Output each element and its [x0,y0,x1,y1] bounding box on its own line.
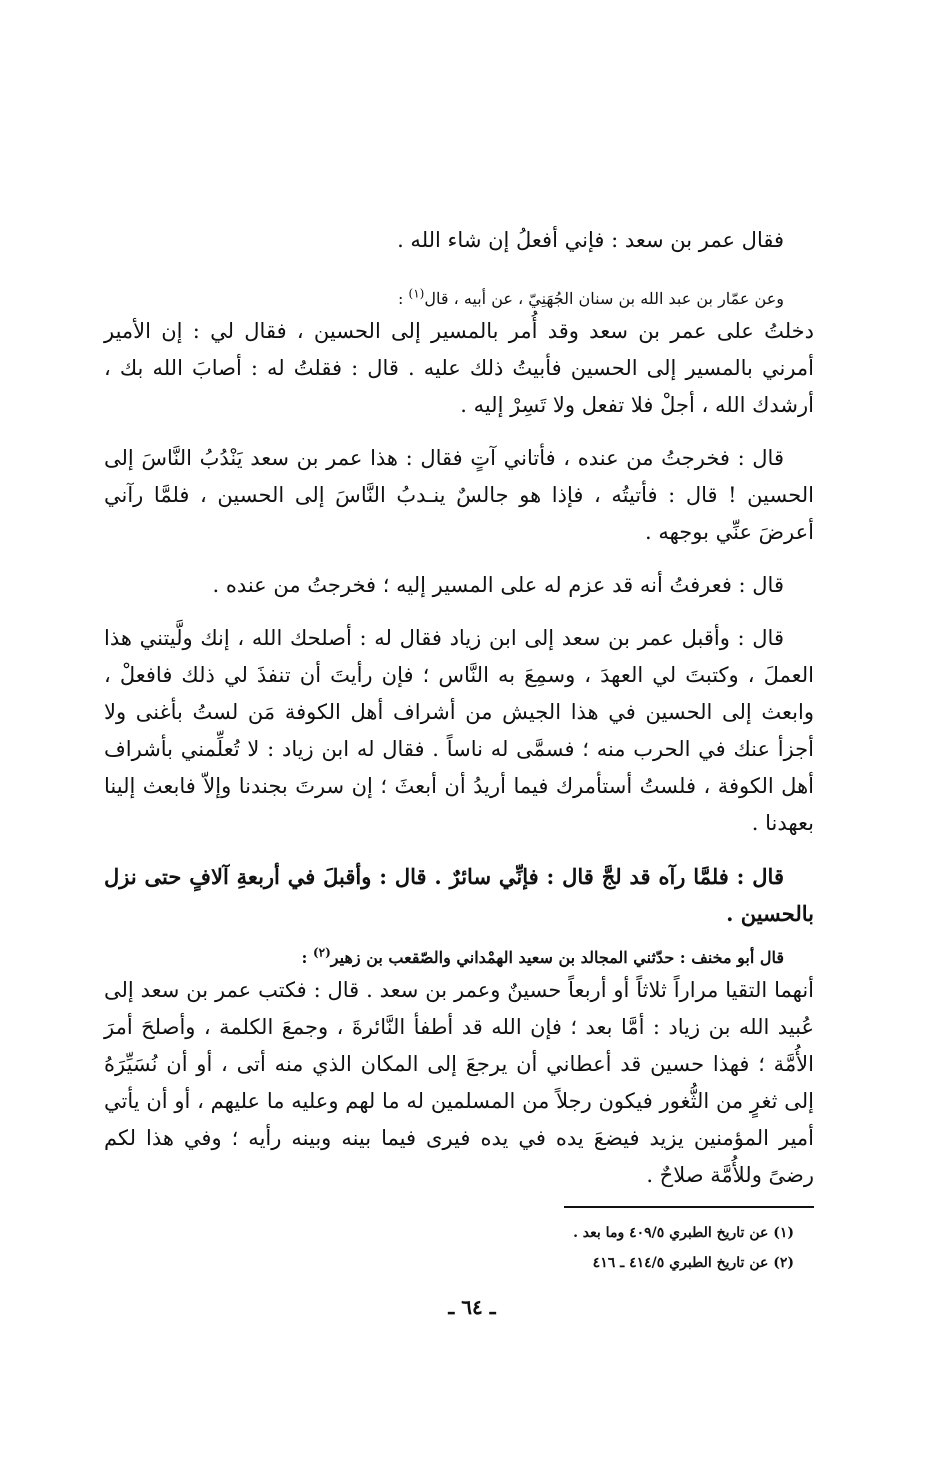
paragraph: أنهما التقيا مراراً ثلاثاً أو أربعاً حسينٌ وعمر بن سعد . قال : فكتب عمر بن سعد إلى عُبيد الله بن زياد : أمَّا بعد ؛ فإن الله قد أطفأ النَّائرةَ ، وجمعَ الكلمة ، وأصلحَ أمرَ الأُمَّة ؛ فهذا حسين قد أعطاني أن يرجعَ إلى المكان الذي منه أتى ، أو أن نُسَيِّرَهُ إلى ثغرٍ من الثُّغور فيكون رجلاً من المسلمين له ما لهم وعليه ما عليهم ، أو أن يأتي أمير المؤمنين يزيد فيضعَ يده في يده فيرى فيما بينه وبينه رأيه ؛ وفي هذا لكم رضىً وللأُمَّة صلاحٌ . [104,978,814,1187]
isnad-2-text: قال أبو مخنف : حدّثني المجالد بن سعيد الهمْداني والصّقعب بن زهير [330,948,784,967]
footnote-2: (٢) عن تاريخ الطبري ٤١٤/٥ ـ ٤١٦ [592,1255,794,1271]
footnote-ref-1[interactable]: (١) [408,286,425,301]
paragraph: قال : فخرجتُ من عنده ، فأتاني آتٍ فقال : هذا عمر بن سعد يَنْدُبُ النَّاسَ إلى الحسين ! قال : فأتيتُه ، فإذا هو جالسٌ ينـدبُ النَّاسَ إلى الحسين ، فلمَّا رآني أعرضَ عنِّي بوجهه . [104,446,814,544]
intro-line: فقال عمر بن سعد : فإني أفعلُ إن شاء الله . [397,228,784,252]
footnote-divider [564,1206,814,1208]
footnote-ref-2[interactable]: (٢) [312,945,331,960]
paragraph: قال : فلمَّا رآه قد لجَّ قال : فإنِّي سائرٌ . قال : وأقبلَ في أربعةِ آلافٍ حتى نزل بالحسين . [104,864,814,926]
paragraph: قال : فعرفتُ أنه قد عزم له على المسير إليه ؛ فخرجتُ من عنده . [212,573,784,597]
paragraph: دخلتُ على عمر بن سعد وقد أُمر بالمسير إلى الحسين ، فقال لي : إن الأمير أمرني بالمسير إلى الحسين فأبيتُ ذلك عليه . قال : فقلتُ له : أصابَ الله بك ، أرشدك الله ، أجلْ فلا تفعل ولا تَسِرْ إليه . [104,319,814,417]
footnote-1: (١) عن تاريخ الطبري ٤٠٩/٥ وما بعد . [573,1225,794,1241]
isnad-1-text: وعن عمّار بن عبد الله بن سنان الجُهَنِيّ ، عن أبيه ، قال [424,289,784,308]
page-number: ـ ٦٤ ـ [448,1295,496,1319]
paragraph: قال : وأقبل عمر بن سعد إلى ابن زياد فقال له : أصلحك الله ، إنك ولَّيتني هذا العملَ ، وكتبتَ لي العهدَ ، وسمِعَ به النَّاس ؛ فإن رأيتَ أن تنفذَ لي ذلك فافعلْ ، وابعث إلى الحسين في هذا الجيش من أشراف أهل الكوفة مَن لستُ بأغنى ولا أجزأ عنك في الحرب منه ؛ فسمَّى له ناساً . فقال له ابن زياد : لا تُعلِّمني بأشراف أهل الكوفة ، فلستُ أستأمرك فيما أريدُ أن أبعثَ ؛ إن سرتَ بجندنا وإلاّ فابعث إلينا بعهدنا . [104,626,814,835]
isnad-line-2 [104,944,814,972]
isnad-2-end: : [301,948,313,967]
footnotes [104,1206,814,1278]
page-body [104,222,814,1210]
isnad-line-1 [104,285,814,313]
isnad-1-end: : [398,289,409,308]
